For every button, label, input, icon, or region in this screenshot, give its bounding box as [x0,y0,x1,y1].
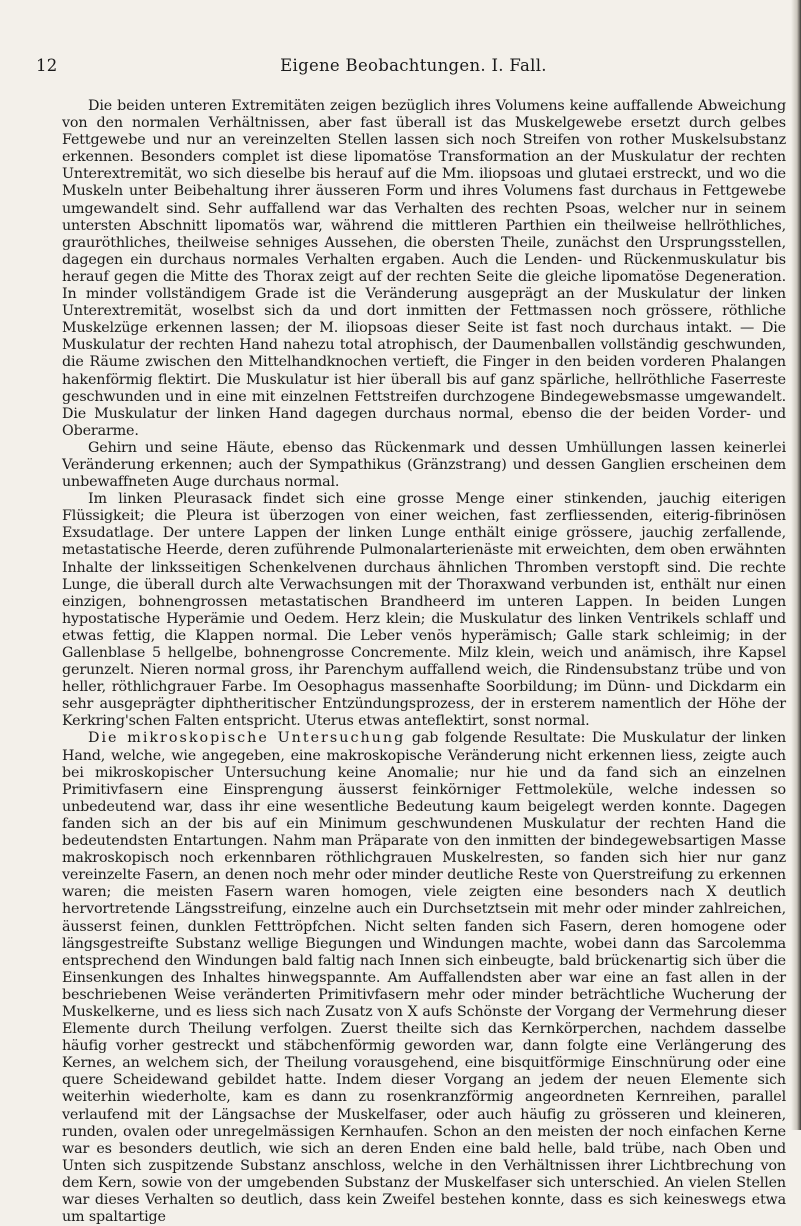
body-text [62,98,786,1226]
paragraph-microscopic [62,730,786,1226]
page-header [36,56,791,80]
paragraph-brain: Gehirn und seine Häute, ebenso das Rückenmark und dessen Umhüllungen lassen keinerlei Veränderung erkennen; auch der Sympathikus (Gränzstrang) und dessen Ganglien erscheinen dem unbewaffneten Auge durchaus normal. [62,439,786,491]
paragraph-pleura: Im linken Pleurasack findet sich eine grosse Menge einer stinkenden, jauchig eiterigen Flüssigkeit; die Pleura ist überzogen von einer weichen, fast zerfliessenden, eiterig-fibrinösen Exsudatlage. Der untere Lappen der linken Lunge enthält einige grössere, jauchig zerfallende, metastatische Heerde, deren zuführende Pulmonalarterienäste mit erweichten, dem oben erwähnten Inhalte der linksseitigen Schenkelvenen durchaus ähnlichen Thromben verstopft sind. Die rechte Lunge, die überall durch alte Verwachsungen mit der Thoraxwand verbunden ist, enthält nur einen einzigen, bohnengrossen metastatischen Brandheerd im unteren Lappen. In beiden Lungen hypostatische Hyperämie und Oedem. Herz klein; die Muskulatur des linken Ventrikels schlaff und etwas fettig, die Klappen normal. Die Leber venös hyperämisch; Galle stark schleimig; in der Gallenblase 5 hellgelbe, bohnengrosse Concremente. Milz klein, weich und anämisch, ihre Kapsel gerunzelt. Nieren normal gross, ihr Parenchym auffallend weich, die Rindensubstanz trübe und von heller, röthlichgrauer Farbe. Im Oesophagus massenhafte Soorbildung; im Dünn- und Dickdarm ein sehr ausgeprägter diphtheritischer Entzündungsprozess, der in ersterem namentlich der Höhe der Kerkring'schen Falten entspricht. Uterus etwas anteflektirt, sonst normal. [62,491,786,730]
paragraph-extremities: Die beiden unteren Extremitäten zeigen bezüglich ihres Volumens keine auffallende Abweichung von den normalen Verhältnissen, aber fast überall ist das Muskelgewebe ersetzt durch gelbes Fettgewebe und nur an vereinzelten Stellen lassen sich noch Streifen von rother Muskelsubstanz erkennen. Besonders complet ist diese lipomatöse Transformation an der Muskulatur der rechten Unterextremität, wo sich dieselbe bis herauf auf die Mm. iliopsoas und glutaei erstreckt, und wo die Muskeln unter Beibehaltung ihrer äusseren Form und ihres Volumens fast durchaus in Fettgewebe umgewandelt sind. Sehr auffallend war das Verhalten des rechten Psoas, welcher nur in seinem untersten Abschnitt lipomatös war, während die mittleren Parthien ein theilweise hellröthliches, grauröthliches, theilweise sehniges Aussehen, die obersten Theile, zunächst den Ursprungsstellen, dagegen ein durchaus normales Verhalten ergaben. Auch die Lenden- und Rückenmuskulatur bis herauf gegen die Mitte des Thorax zeigt auf der rechten Seite die gleiche lipomatöse Degeneration. In minder vollständigem Grade ist die Veränderung ausgeprägt an der Muskulatur der linken Unterextremität, woselbst sich da und dort inmitten der Fettmassen noch grössere, röthliche Muskelzüge erkennen lassen; der M. iliopsoas dieser Seite ist fast noch durchaus intakt. — Die Muskulatur der rechten Hand nahezu total atrophisch, der Daumenballen vollständig geschwunden, die Räume zwischen den Mittelhandknochen vertieft, die Finger in den beiden vorderen Phalangen hakenförmig flektirt. Die Muskulatur ist hier überall bis auf ganz spärliche, hellröthliche Faserreste geschwunden und in eine mit einzelnen Fettstreifen durchzogene Bindegewebsmasse umgewandelt. Die Muskulatur der linken Hand dagegen durchaus normal, ebenso die der beiden Vorder- und Oberarme. [62,98,786,439]
section-lead: Die mikroskopische Untersuchung [88,730,406,747]
page-number: 12 [36,56,58,75]
paragraph-microscopic-text: gab folgende Resultate: Die Muskulatur der linken Hand, welche, wie angegeben, eine makroskopische Veränderung nicht erkennen liess, zeigte auch bei mikroskopischer Untersuchung keine Anomalie; nur hie und da fand sich an einzelnen Primitivfasern eine Einsprengung äusserst feinkörniger Fettmoleküle, welche indessen so unbedeutend war, dass ihr eine wesentliche Bedeutung kaum beigelegt werden konnte. Dagegen fanden sich an der bis auf ein Minimum geschwundenen Muskulatur der rechten Hand die bedeutendsten Entartungen. Nahm man Präparate von den inmitten der bindegewebsartigen Masse makroskopisch noch erkennbaren röthlichgrauen Muskelresten, so fanden sich hier nur ganz vereinzelte Fasern, an denen noch mehr oder minder deutliche Reste von Querstreifung zu erkennen waren; die meisten Fasern waren homogen, viele zeigten eine besonders nach X deutlich hervortretende Längsstreifung, einzelne auch ein Durchsetztsein mit mehr oder minder zahlreichen, äusserst feinen, dunklen Fetttröpfchen. Nicht selten fanden sich Fasern, deren homogene oder längsgestreifte Substanz wellige Biegungen und Windungen machte, wobei dann das Sarcolemma entsprechend den Windungen bald faltig nach Innen sich einbeugte, bald brückenartig sich über die Einsenkungen des Inhaltes hinwegspannte. Am Auffallendsten aber war eine an fast allen in der beschriebenen Weise veränderten Primitivfasern mehr oder minder beträchtliche Wucherung der Muskelkerne, und es liess sich nach Zusatz von X aufs Schönste der Vorgang der Vermehrung dieser Elemente durch Theilung verfolgen. Zuerst theilte sich das Kernkörperchen, nachdem dasselbe häufig vorher gestreckt und stäbchenförmig geworden war, dann folgte eine Verlängerung des Kernes, an welchem sich, der Theilung vorausgehend, eine bisquitförmige Einschnürung oder eine quere Scheidewand gebildet hatte. Indem dieser Vorgang an jedem der neuen Elemente sich weiterhin wiederholte, kam es dann zu rosenkranzförmig angeordneten Kernreihen, parallel verlaufend mit der Längsachse der Muskelfaser, oder auch häufig zu grösseren und kleineren, runden, ovalen oder unregelmässigen Kernhaufen. Schon an den meisten der noch einfachen Kerne war es besonders deutlich, wie sich an deren Enden eine bald helle, bald trübe, nach Oben und Unten sich zuspitzende Substanz anschloss, welche in den Verhältnissen ihrer Lichtbrechung von dem Kern, sowie von der umgebenden Substanz der Muskelfaser sich unterschied. An vielen Stellen war dieses Verhalten so deutlich, dass kein Zweifel bestehen konnte, dass es sich keineswegs etwa um spaltartige [62,730,786,1226]
page-edge-shadow [791,0,801,1130]
running-title: Eigene Beobachtungen. I. Fall. [280,56,547,75]
